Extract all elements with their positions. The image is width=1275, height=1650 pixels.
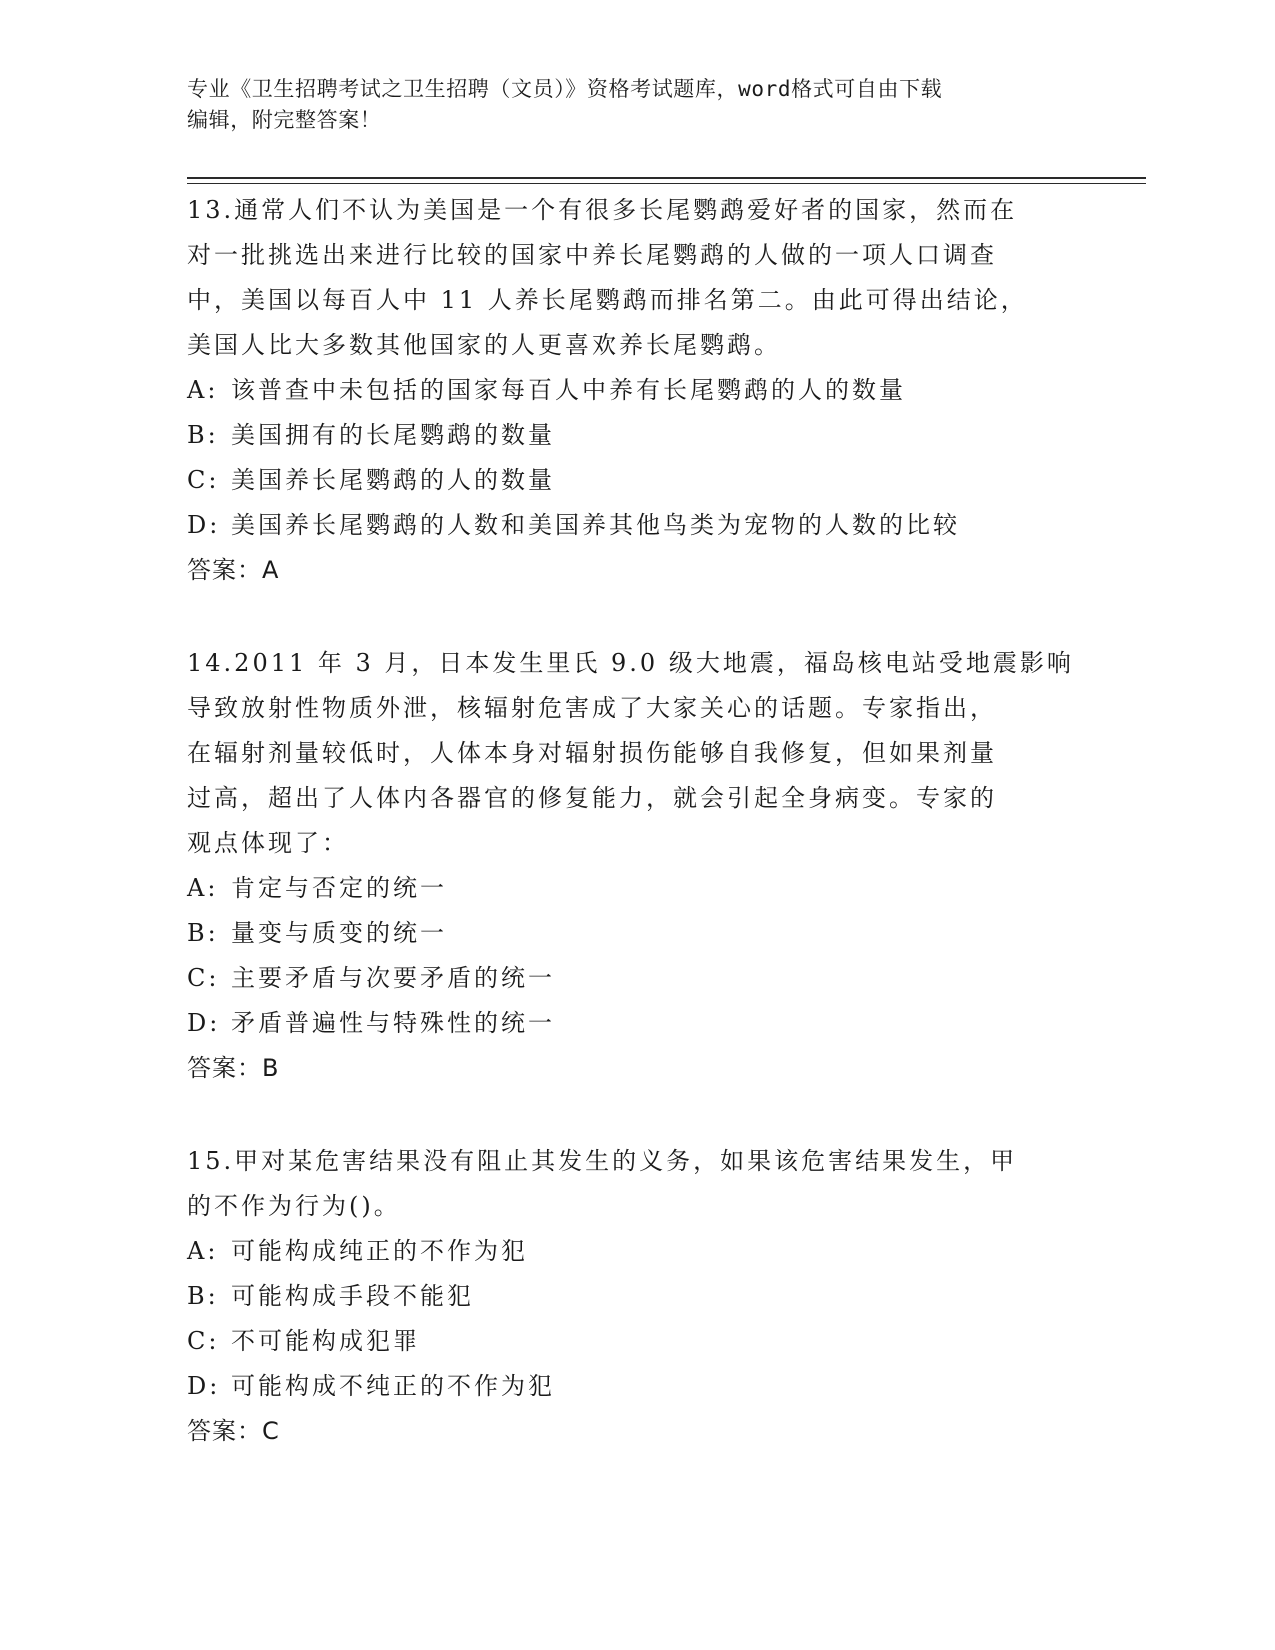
question-text-line: 导致放射性物质外泄，核辐射危害成了大家关心的话题。专家指出， <box>187 694 997 722</box>
option-text: 可能构成纯正的不作为犯 <box>231 1237 528 1265</box>
option-text: 美国拥有的长尾鹦鹉的数量 <box>231 421 555 449</box>
option-a <box>187 866 1087 911</box>
option-key: C: <box>187 964 220 992</box>
option-d <box>187 1364 1087 1409</box>
question-text-line: 14.2011 年 3 月，日本发生里氏 9.0 级大地震，福岛核电站受地震影响 <box>187 649 1074 677</box>
option-key: D: <box>187 1372 221 1400</box>
question-text-line: 过高，超出了人体内各器官的修复能力，就会引起全身病变。专家的 <box>187 784 997 812</box>
question-text-line: 在辐射剂量较低时，人体本身对辐射损伤能够自我修复，但如果剂量 <box>187 739 997 767</box>
option-a <box>187 1229 1087 1274</box>
option-text: 美国养长尾鹦鹉的人数和美国养其他鸟类为宠物的人数的比较 <box>231 511 960 539</box>
question-text-line: 13.通常人们不认为美国是一个有很多长尾鹦鹉爱好者的国家，然而在 <box>187 196 1018 224</box>
option-text: 可能构成手段不能犯 <box>231 1282 474 1310</box>
header-divider-thick <box>187 177 1146 179</box>
option-a <box>187 368 1087 413</box>
question-text-line: 对一批挑选出来进行比较的国家中养长尾鹦鹉的人做的一项人口调查 <box>187 241 997 269</box>
option-text: 量变与质变的统一 <box>231 919 447 947</box>
option-key: A: <box>187 874 219 902</box>
header-divider-thin <box>187 183 1146 184</box>
option-d <box>187 503 1087 548</box>
answer-label: 答案：A <box>187 556 280 584</box>
option-text: 该普查中未包括的国家每百人中养有长尾鹦鹉的人的数量 <box>231 376 906 404</box>
question-15 <box>187 1139 1087 1454</box>
option-key: D: <box>187 1009 221 1037</box>
option-c <box>187 956 1087 1001</box>
option-text: 主要矛盾与次要矛盾的统一 <box>231 964 555 992</box>
question-14 <box>187 641 1087 1091</box>
option-c <box>187 1319 1087 1364</box>
option-key: C: <box>187 466 220 494</box>
option-key: B: <box>187 421 219 449</box>
question-text-line: 中，美国以每百人中 11 人养长尾鹦鹉而排名第二。由此可得出结论， <box>187 286 1028 314</box>
option-key: B: <box>187 919 219 947</box>
option-key: A: <box>187 1237 219 1265</box>
question-text-line: 的不作为行为()。 <box>187 1192 401 1220</box>
option-b <box>187 911 1087 956</box>
question-text-line: 观点体现了： <box>187 829 349 857</box>
option-key: C: <box>187 1327 220 1355</box>
option-b <box>187 1274 1087 1319</box>
option-text: 不可能构成犯罪 <box>231 1327 420 1355</box>
answer-label: 答案：C <box>187 1417 280 1445</box>
question-text-line: 15.甲对某危害结果没有阻止其发生的义务，如果该危害结果发生，甲 <box>187 1147 1018 1175</box>
option-key: A: <box>187 376 219 404</box>
answer-label: 答案：B <box>187 1054 280 1082</box>
question-13 <box>187 188 1087 593</box>
option-key: B: <box>187 1282 219 1310</box>
option-text: 矛盾普遍性与特殊性的统一 <box>231 1009 555 1037</box>
question-text-line: 美国人比大多数其他国家的人更喜欢养长尾鹦鹉。 <box>187 331 781 359</box>
option-b <box>187 413 1087 458</box>
option-text: 肯定与否定的统一 <box>231 874 447 902</box>
header-line: 编辑，附完整答案！ <box>187 108 382 132</box>
option-key: D: <box>187 511 221 539</box>
option-text: 可能构成不纯正的不作为犯 <box>231 1372 555 1400</box>
header-line: 专业《卫生招聘考试之卫生招聘（文员）》资格考试题库，word格式可自由下载 <box>187 77 943 101</box>
option-c <box>187 458 1087 503</box>
option-text: 美国养长尾鹦鹉的人的数量 <box>231 466 555 494</box>
option-d <box>187 1001 1087 1046</box>
page-header <box>187 74 1087 136</box>
